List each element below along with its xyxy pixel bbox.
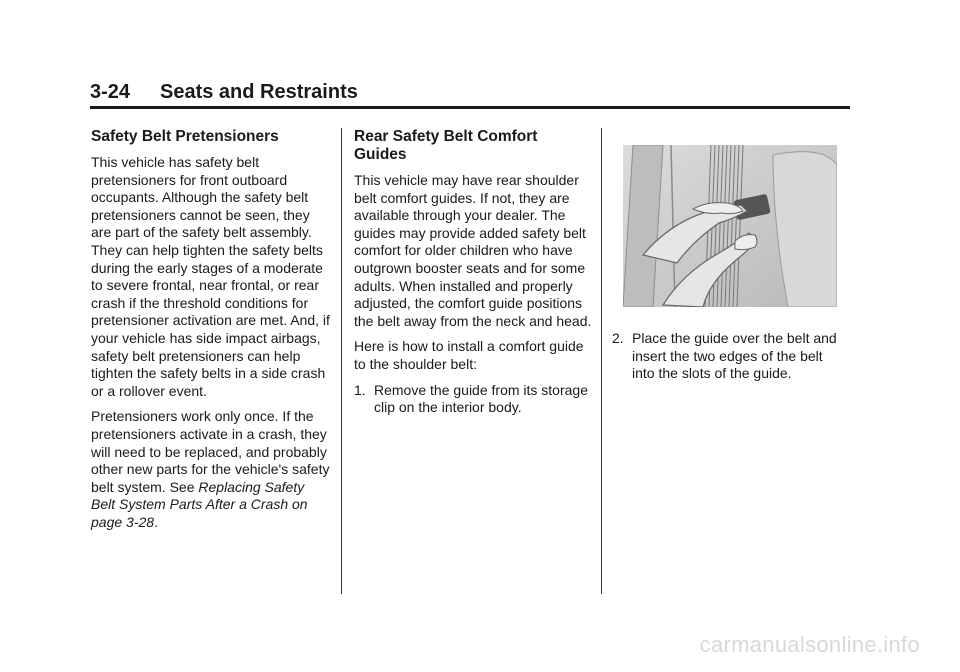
comfort-guide-illustration [623,145,837,307]
section-title: Seats and Restraints [160,81,358,103]
page-header [90,80,850,109]
step-1 [354,382,594,417]
step-2 [612,330,844,383]
period: . [154,513,158,530]
step-2-number: 2. [612,330,624,346]
column-2 [354,128,594,417]
page-number: 3-24 [90,81,131,103]
heading-rear-comfort-guides: Rear Safety Belt Comfort Guides [354,128,538,163]
column-3 [612,128,844,383]
column-divider-1 [341,128,342,594]
heading-safety-belt-pretensioners: Safety Belt Pretensioners [91,128,279,145]
pretensioners-paragraph-2 [91,408,331,531]
column-1 [91,128,331,539]
step-1-number: 1. [354,381,366,398]
step-1-text: Remove the guide from its storage clip on the interior body. [374,381,588,416]
pretensioners-paragraph-1: This vehicle has safety belt pretensioners for front outboard occupants. Although the safety belt pretensioners cannot be seen, they are part of the safety belt assembly. They can help tighten the safety belts during the early stages of a moderate to severe frontal, near frontal, or rear crash if the threshold conditions for pretensioner activation are met. And, if your vehicle has side impact airbags, safety belt pretensioners can help tighten the safety belts in a side crash or a rollover event. [91,154,330,399]
watermark: carmanualsonline.info [699,632,920,657]
comfort-guides-paragraph-1: This vehicle may have rear shoulder belt comfort guides. If not, they are available through your dealer. The guides may provide added safety belt comfort for older children who have outgrown booster seats and for some adults. When installed and properly adjusted, the comfort guide positions the belt away from the neck and head. [354,172,592,329]
step-2-text: Place the guide over the belt and insert the two edges of the belt into the slots of the guide. [632,330,837,382]
pretensioners-paragraph-2-text: Pretensioners work only once. If the pretensioners activate in a crash, they will need to be replaced, and probably other new parts for the vehicle's safety belt system. See [91,408,330,495]
replacing-parts-link[interactable]: Replacing Safety Belt System Parts After a Crash on page 3-28 [91,478,308,530]
column-divider-2 [601,128,602,594]
comfort-guides-paragraph-2: Here is how to install a comfort guide to the shoulder belt: [354,338,584,372]
